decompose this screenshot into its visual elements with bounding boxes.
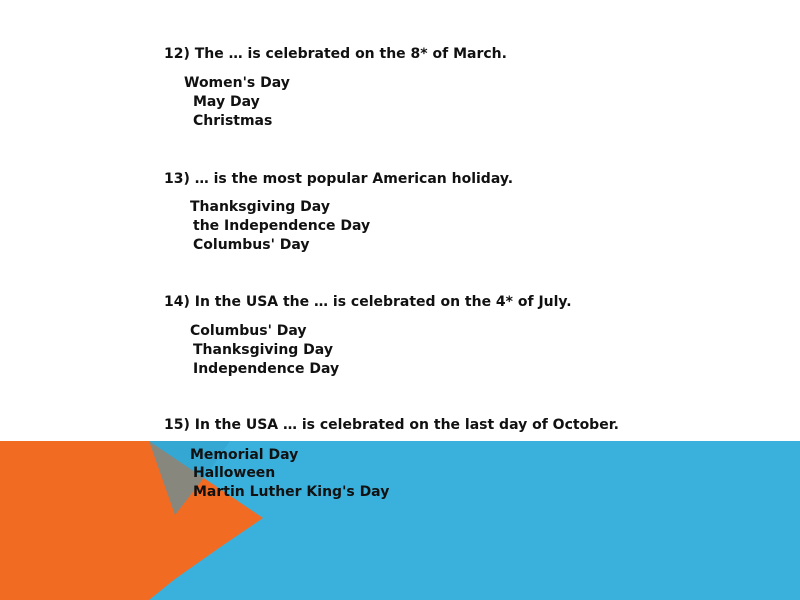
answer-option-may-day: May Day: [193, 94, 260, 110]
answer-option-womens-day: Women's Day: [184, 75, 290, 91]
answer-option-columbus-day: Columbus' Day: [190, 323, 307, 339]
answer-option-thanksgiving-day: Thanksgiving Day: [190, 199, 330, 215]
answer-option-halloween: Halloween: [193, 465, 276, 481]
answer-option-martin-luther-kings-day: Martin Luther King's Day: [193, 484, 390, 500]
answer-option-the-independence-day: the Independence Day: [193, 218, 371, 234]
answer-option-christmas: Christmas: [193, 113, 273, 129]
answer-option-columbus-day: Columbus' Day: [193, 237, 310, 253]
answer-option-thanksgiving-day: Thanksgiving Day: [193, 342, 333, 358]
answer-option-independence-day: Independence Day: [193, 361, 340, 377]
answer-option-memorial-day: Memorial Day: [190, 447, 299, 463]
question-12: 12) The … is celebrated on the 8* of March.: [164, 46, 507, 62]
question-15: 15) In the USA … is celebrated on the last day of October.: [164, 417, 619, 433]
question-13: 13) … is the most popular American holiday.: [164, 171, 514, 187]
question-14: 14) In the USA the … is celebrated on the 4* of July.: [164, 294, 572, 310]
